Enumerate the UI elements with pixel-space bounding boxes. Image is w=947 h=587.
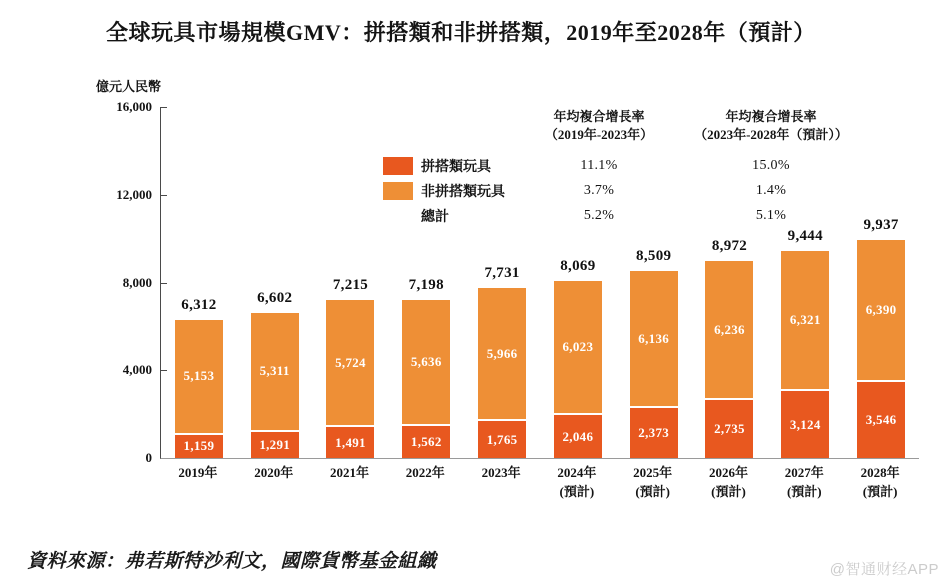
- legend-item: [383, 178, 540, 203]
- bar-column: [313, 107, 389, 458]
- legend-swatch-empty: [383, 207, 413, 225]
- legend-item: [383, 153, 540, 178]
- segment-non-assembly-toys: [175, 320, 223, 433]
- bar-stack: [554, 281, 602, 458]
- bar-stack: [251, 313, 299, 458]
- cagr-value: 15.0%: [752, 157, 790, 173]
- y-tick-label: 4,000: [122, 362, 152, 378]
- x-axis-category-label: [539, 464, 615, 502]
- year-label: 2024年: [557, 465, 597, 480]
- segment-assembly-toys: [705, 398, 753, 458]
- source-note: 資料來源：弗若斯特沙利文，國際貨幣基金組織: [27, 551, 437, 572]
- segment-value-label: 6,236: [714, 321, 745, 337]
- segment-value-label: 6,023: [562, 339, 594, 355]
- x-axis-category-label: [387, 464, 463, 502]
- cagr-value: 5.1%: [755, 207, 787, 223]
- segment-non-assembly-toys: [857, 240, 905, 380]
- segment-value-label: 6,390: [865, 302, 897, 318]
- bar-stack: [705, 261, 753, 458]
- x-axis-category-label: [236, 464, 312, 502]
- cagr-value: 3.7%: [583, 182, 615, 198]
- segment-value-label: 1,491: [335, 434, 366, 450]
- segment-value-label: 2,046: [562, 428, 594, 444]
- segment-assembly-toys: [326, 425, 374, 458]
- bar-stack: [781, 251, 829, 458]
- legend-label: 拼搭類玩具: [421, 159, 491, 175]
- bar-column: [237, 107, 313, 458]
- bar-total-label: 8,509: [636, 248, 672, 265]
- segment-value-label: 3,124: [789, 416, 821, 432]
- segment-value-label: 5,153: [183, 368, 215, 384]
- segment-assembly-toys: [478, 419, 526, 458]
- legend-swatch: [383, 157, 413, 175]
- bar-total-label: 7,215: [332, 276, 369, 293]
- bar-total-label: 7,198: [408, 277, 444, 294]
- forecast-sublabel: (預計): [711, 483, 746, 499]
- segment-non-assembly-toys: [554, 281, 602, 413]
- forecast-sublabel: (預計): [862, 483, 898, 499]
- forecast-sublabel: (預計): [786, 483, 822, 499]
- bar-total-label: 6,312: [181, 296, 217, 313]
- forecast-sublabel: (預計): [635, 483, 671, 499]
- segment-non-assembly-toys: [478, 288, 526, 419]
- y-tick-label: 8,000: [122, 274, 152, 290]
- segment-non-assembly-toys: [630, 271, 678, 406]
- year-label: 2022年: [405, 465, 445, 480]
- segment-value-label: 1,765: [486, 431, 518, 447]
- segment-value-label: 5,311: [259, 363, 290, 379]
- x-axis-category-label: [312, 464, 388, 502]
- year-label: 2021年: [329, 465, 369, 480]
- segment-assembly-toys: [402, 424, 450, 458]
- bar-stack: [630, 271, 678, 458]
- year-label: 2019年: [178, 465, 218, 480]
- bar-total-label: 6,602: [257, 290, 293, 307]
- x-axis-category-label: [842, 464, 918, 502]
- legend-item: [383, 203, 540, 228]
- segment-value-label: 2,735: [714, 421, 745, 436]
- y-tick-label: 12,000: [116, 186, 152, 202]
- x-axis-category-label: [463, 464, 539, 502]
- segment-non-assembly-toys: [326, 300, 374, 426]
- y-axis-unit-label: 億元人民幣: [96, 79, 162, 94]
- segment-non-assembly-toys: [402, 300, 450, 424]
- legend-cagr-table: [383, 108, 884, 228]
- legend-label: 總計: [421, 209, 449, 225]
- bar-total-label: 8,972: [711, 238, 748, 255]
- bar-total-label: 7,731: [484, 265, 520, 282]
- cagr-header-line1: 年均複合增長率: [725, 109, 817, 124]
- legend-label: 非拼搭類玩具: [421, 184, 505, 200]
- segment-value-label: 1,159: [183, 438, 215, 454]
- y-tick-label: 0: [145, 450, 152, 465]
- cagr-header-2019-2023: [540, 108, 658, 153]
- segment-value-label: 1,562: [410, 433, 442, 449]
- legend-swatch: [383, 182, 413, 200]
- watermark: @智通财经APP: [829, 561, 939, 578]
- bar-stack: [326, 300, 374, 458]
- cagr-header-line1: 年均複合增長率: [553, 109, 645, 124]
- x-axis-category-label: [160, 464, 236, 502]
- segment-non-assembly-toys: [251, 313, 299, 430]
- segment-value-label: 5,966: [486, 345, 518, 361]
- segment-value-label: 1,291: [259, 436, 291, 452]
- segment-assembly-toys: [630, 406, 678, 458]
- year-label: 2023年: [481, 465, 521, 480]
- cagr-value: 1.4%: [755, 182, 787, 198]
- segment-value-label: 2,373: [638, 424, 670, 440]
- year-label: 2028年: [860, 465, 900, 480]
- segment-assembly-toys: [175, 433, 223, 458]
- segment-assembly-toys: [781, 389, 829, 458]
- cagr-value: 5.2%: [583, 207, 615, 223]
- x-axis-labels: [160, 464, 918, 502]
- segment-non-assembly-toys: [705, 261, 753, 398]
- segment-assembly-toys: [857, 380, 905, 458]
- x-axis-category-label: [615, 464, 691, 502]
- segment-value-label: 3,546: [865, 412, 897, 428]
- segment-assembly-toys: [251, 430, 299, 458]
- year-label: 2027年: [784, 465, 824, 480]
- cagr-header-2023-2028: [658, 108, 884, 153]
- segment-value-label: 6,321: [789, 312, 821, 328]
- cagr-header-line2: （2023年-2028年（預計））: [694, 126, 848, 142]
- bar-stack: [175, 320, 223, 458]
- segment-assembly-toys: [554, 413, 602, 458]
- year-label: 2026年: [708, 465, 748, 480]
- bar-total-label: 9,444: [787, 227, 823, 244]
- segment-value-label: 6,136: [638, 330, 670, 346]
- cagr-value: 11.1%: [580, 157, 618, 173]
- y-tick-label: 16,000: [116, 99, 152, 114]
- x-axis-category-label: [766, 464, 842, 502]
- bar-stack: [478, 288, 526, 458]
- cagr-header-line2: （2019年-2023年）: [544, 126, 654, 142]
- year-label: 2020年: [254, 465, 294, 480]
- x-axis-category-label: [691, 464, 767, 502]
- segment-value-label: 5,636: [410, 353, 442, 369]
- page-title: 全球玩具市場規模GMV：拼搭類和非拼搭類，2019年至2028年（預計）: [106, 20, 816, 45]
- bar-stack: [402, 300, 450, 458]
- cagr-header-spacer: [383, 108, 540, 153]
- bar-stack: [857, 240, 905, 458]
- bar-total-label: 9,937: [863, 217, 899, 234]
- bar-total-label: 8,069: [560, 258, 596, 274]
- year-label: 2025年: [633, 465, 673, 480]
- segment-value-label: 5,724: [335, 354, 366, 370]
- segment-non-assembly-toys: [781, 251, 829, 390]
- forecast-sublabel: (預計): [559, 483, 595, 499]
- bar-column: [161, 107, 237, 458]
